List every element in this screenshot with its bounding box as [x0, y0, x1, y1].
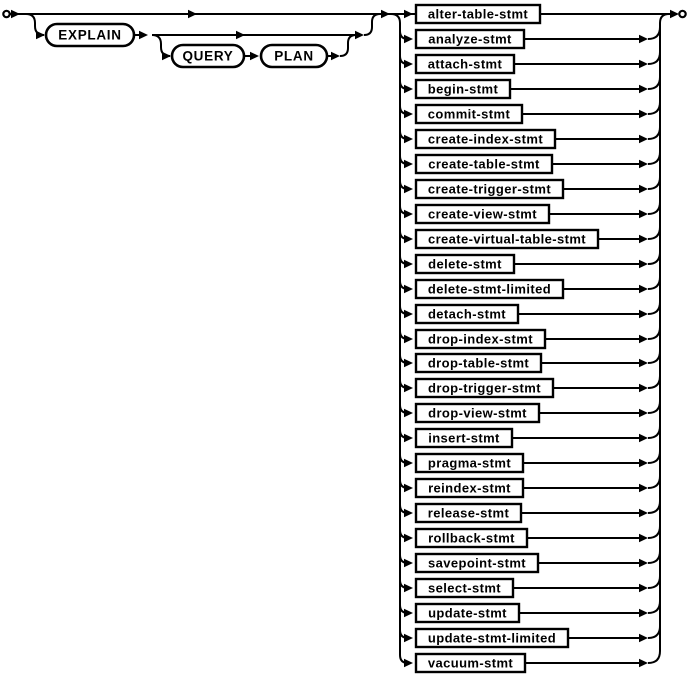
arrowhead-icon	[404, 135, 413, 143]
nonterminal-label: pragma-stmt	[427, 455, 512, 471]
nonterminal-label: savepoint-stmt	[427, 555, 527, 571]
nonterminal-label: update-stmt	[428, 605, 507, 621]
arrowhead-icon	[639, 634, 648, 642]
arrowhead-icon	[404, 634, 413, 642]
arrowhead-icon	[162, 52, 171, 60]
arrowhead-icon	[250, 52, 259, 60]
arrowhead-icon	[639, 85, 648, 93]
rail-merge	[648, 102, 660, 114]
nonterminal-label: begin-stmt	[427, 81, 499, 97]
arrowhead-icon	[404, 10, 413, 18]
rail-merge	[648, 651, 660, 663]
explain-merge-up	[364, 14, 380, 35]
nonterminal-label: attach-stmt	[427, 56, 503, 72]
arrowhead-icon	[11, 10, 20, 18]
rail-merge	[648, 227, 660, 239]
arrowhead-icon	[331, 52, 340, 60]
right-rail	[660, 14, 669, 651]
rail-merge	[648, 252, 660, 264]
query-branch-down	[152, 35, 170, 56]
arrowhead-icon	[404, 484, 413, 492]
plan-merge-up	[340, 35, 356, 56]
rail-merge	[648, 526, 660, 538]
arrowhead-icon	[404, 384, 413, 392]
arrowhead-icon	[404, 160, 413, 168]
arrowhead-icon	[404, 35, 413, 43]
arrowhead-icon	[404, 60, 413, 68]
arrowhead-icon	[639, 484, 648, 492]
nonterminal-label: create-index-stmt	[427, 131, 544, 147]
arrowhead-icon	[404, 409, 413, 417]
arrowhead-icon	[404, 534, 413, 542]
nonterminal-label: drop-trigger-stmt	[428, 380, 541, 396]
arrowhead-icon	[381, 10, 390, 18]
arrowhead-icon	[639, 409, 648, 417]
rail-merge	[648, 551, 660, 563]
arrowhead-icon	[404, 559, 413, 567]
arrowhead-icon	[639, 335, 648, 343]
rail-merge	[648, 277, 660, 289]
rail-merge	[648, 501, 660, 513]
rail-merge	[648, 27, 660, 39]
rail-merge	[648, 52, 660, 64]
arrowhead-icon	[404, 335, 413, 343]
nonterminal-label: create-virtual-table-stmt	[427, 231, 587, 247]
nonterminal-label: rollback-stmt	[428, 530, 515, 546]
nonterminal-label: update-stmt-limited	[427, 630, 557, 646]
arrowhead-icon	[639, 384, 648, 392]
arrowhead-icon	[139, 31, 148, 39]
arrowhead-icon	[404, 260, 413, 268]
arrowhead-icon	[639, 310, 648, 318]
nonterminal-label: create-trigger-stmt	[427, 181, 552, 197]
nonterminal-label: delete-stmt-limited	[427, 281, 552, 297]
arrowhead-icon	[639, 609, 648, 617]
terminal-query-label: QUERY	[182, 48, 234, 64]
nonterminal-label: create-view-stmt	[428, 206, 537, 222]
rail-merge	[648, 601, 660, 613]
arrowhead-icon	[404, 659, 413, 667]
arrowhead-icon	[639, 35, 648, 43]
arrowhead-icon	[404, 235, 413, 243]
terminal-plan-label: PLAN	[274, 48, 314, 64]
rail-merge	[648, 351, 660, 363]
rail-merge	[648, 476, 660, 488]
nonterminal-label: detach-stmt	[427, 306, 507, 322]
arrowhead-icon	[639, 359, 648, 367]
arrowhead-icon	[639, 285, 648, 293]
nonterminal-label: drop-index-stmt	[428, 331, 533, 347]
arrowhead-icon	[639, 260, 648, 268]
arrowhead-icon	[188, 10, 197, 18]
rail-merge	[648, 626, 660, 638]
arrowhead-icon	[36, 31, 45, 39]
nonterminal-label: insert-stmt	[428, 430, 500, 446]
arrowhead-icon	[639, 235, 648, 243]
explain-branch-down	[26, 14, 44, 35]
arrowhead-icon	[639, 584, 648, 592]
rail-merge	[648, 77, 660, 89]
arrowhead-icon	[639, 534, 648, 542]
arrowhead-icon	[639, 459, 648, 467]
arrowhead-icon	[639, 434, 648, 442]
arrowhead-icon	[639, 559, 648, 567]
rail-merge	[648, 127, 660, 139]
arrowhead-icon	[639, 160, 648, 168]
arrowhead-icon	[639, 185, 648, 193]
start-node	[3, 11, 9, 17]
arrowhead-icon	[404, 110, 413, 118]
rail-merge	[648, 177, 660, 189]
arrowhead-icon	[404, 584, 413, 592]
rail-merge	[648, 302, 660, 314]
nonterminal-label: release-stmt	[427, 505, 510, 521]
arrowhead-icon	[236, 31, 245, 39]
nonterminal-label: drop-view-stmt	[428, 405, 527, 421]
arrowhead-icon	[404, 85, 413, 93]
left-rail	[391, 14, 400, 655]
arrowhead-icon	[639, 210, 648, 218]
rail-merge	[648, 426, 660, 438]
rail-merge	[648, 152, 660, 164]
nonterminal-label: reindex-stmt	[428, 480, 511, 496]
nonterminal-label: commit-stmt	[427, 106, 511, 122]
end-node	[679, 11, 685, 17]
arrowhead-icon	[639, 659, 648, 667]
arrowhead-icon	[639, 509, 648, 517]
arrowhead-icon	[639, 60, 648, 68]
arrowhead-icon	[355, 31, 364, 39]
arrowhead-icon	[404, 185, 413, 193]
arrowhead-icon	[404, 509, 413, 517]
arrowhead-icon	[404, 310, 413, 318]
arrowhead-icon	[404, 434, 413, 442]
arrowhead-icon	[639, 110, 648, 118]
nonterminal-label: create-table-stmt	[428, 156, 540, 172]
arrowhead-icon	[639, 135, 648, 143]
terminal-explain-label: EXPLAIN	[58, 27, 122, 43]
arrowhead-icon	[404, 210, 413, 218]
arrowhead-icon	[404, 459, 413, 467]
rail-merge	[648, 576, 660, 588]
nonterminal-label: drop-table-stmt	[427, 355, 530, 371]
rail-merge	[648, 327, 660, 339]
arrowhead-icon	[404, 285, 413, 293]
rail-merge	[648, 401, 660, 413]
nonterminal-label: select-stmt	[427, 580, 502, 596]
rail-merge	[648, 451, 660, 463]
arrowhead-icon	[404, 359, 413, 367]
nonterminal-label: vacuum-stmt	[427, 655, 514, 671]
nonterminal-label: delete-stmt	[428, 256, 502, 272]
nonterminal-label: alter-table-stmt	[427, 6, 529, 22]
nonterminal-label: analyze-stmt	[428, 31, 512, 47]
arrowhead-icon	[404, 609, 413, 617]
arrowhead-icon	[670, 10, 679, 18]
rail-merge	[648, 202, 660, 214]
rail-merge	[648, 376, 660, 388]
